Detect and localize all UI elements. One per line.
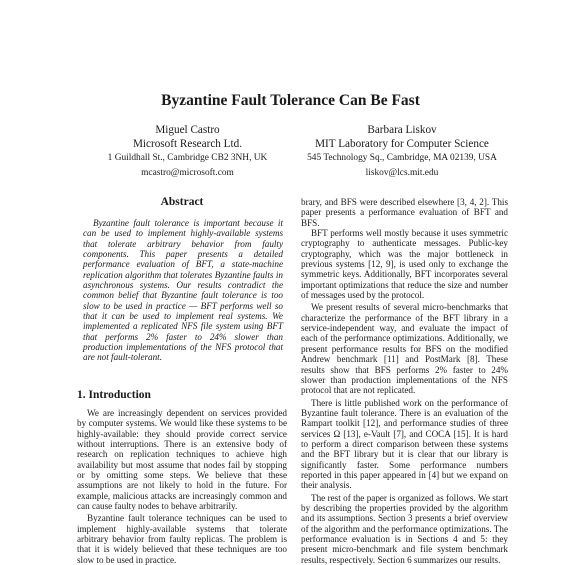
body-paragraph: We present results of several micro-benchmarks that characterize the performance of the BFT library in a service-independent way, and evaluate the impact of each of the performance optimizations. Additionally, we present performance results for BFS on the modified Andrew benchmark [11] and PostMark [8]. These results show that BFS performs 2% faster to 24% slower than production implementations of the NFS protocol that are not replicated. <box>301 302 508 396</box>
intro-paragraph-1: We are increasingly dependent on services provided by computer systems. We would like these systems to be highly-available: they should provide correct service without interruptions. There is an extensive body of research on replication techniques to achieve high availability but most assume that nodes fail by stopping or by omitting some steps. We believe that these assumptions are not likely to hold in the future. For example, malicious attacks are increasingly common and can cause faulty nodes to behave arbitrarily. <box>77 407 287 511</box>
body-paragraph: brary, and BFS were described elsewhere [3, 4, 2]. This paper presents a performance evaluation of BFT and BFS. <box>301 197 508 228</box>
abstract-heading: Abstract <box>160 196 204 208</box>
author-affiliation: Microsoft Research Ltd. <box>132 138 243 151</box>
abstract-text: Byzantine fault tolerance is important because it can be used to implement highly-available systems that tolerate arbitrary behavior from faulty components. This paper presents a detailed performance evaluation of BFT, a state-machine replication algorithm that tolerates Byzantine faults in asynchronous systems. Our results contradict the common belief that Byzantine fault tolerance is too slow to be used in practice — BFT performs well so that it can be used to implement real systems. We implemented a replicated NFS file system using BFT that performs 2% faster to 24% slower than production implementations of the NFS protocol that are not fault-tolerant. <box>83 218 283 363</box>
paper-title: Byzantine Fault Tolerance Can Be Fast <box>161 92 420 109</box>
author-address: 1 Guildhall St., Cambridge CB2 3NH, UK <box>107 153 268 164</box>
left-column <box>77 193 287 565</box>
introduction-heading: 1. Introduction <box>77 388 151 401</box>
author-name: Barbara Liskov <box>367 124 437 136</box>
author-block-castro <box>90 123 285 180</box>
author-block-liskov <box>272 123 532 180</box>
author-address: 545 Technology Sq., Cambridge, MA 02139, USA <box>307 153 497 164</box>
body-paragraph: There is little published work on the performance of Byzantine fault tolerance. There is an evaluation of the Rampart toolkit [12], and performance studies of three services Ω [13], e-Vault [7], and COCA [15]. It is hard to perform a direct comparison between these systems and the BFT library but it is clear that our library is significantly faster. Some performance numbers reported in this paper appeared in [4] but we expand on their analysis. <box>301 397 508 491</box>
right-column <box>301 197 508 565</box>
author-email: liskov@lcs.mit.edu <box>365 167 439 178</box>
author-name: Miguel Castro <box>155 124 220 136</box>
body-paragraph: The rest of the paper is organized as follows. We start by describing the properties provided by the algorithm and its assumptions. Section 3 presents a brief overview of the algorithm and the performance optimizations. The performance evaluation is in Sections 4 and 5: they present micro-benchmark and file system benchmark results, respectively. Section 6 summarizes our results. <box>301 492 508 565</box>
body-paragraph: BFT performs well mostly because it uses symmetric cryptography to authenticate messages. Public-key cryptography, which was the major bottleneck in previous systems [12, 9], is used only to exchange the symmetric keys. Additionally, BFT incorporates several important optimizations that reduce the size and number of messages used by the protocol. <box>301 228 508 301</box>
intro-paragraph-2: Byzantine fault tolerance techniques can be used to implement highly-available systems that tolerate arbitrary behavior from faulty replicas. The problem is that it is widely believed that these techniques are too slow to be used in practice. <box>77 513 287 565</box>
author-affiliation: MIT Laboratory for Computer Science <box>315 138 489 151</box>
author-email: mcastro@microsoft.com <box>141 167 234 178</box>
